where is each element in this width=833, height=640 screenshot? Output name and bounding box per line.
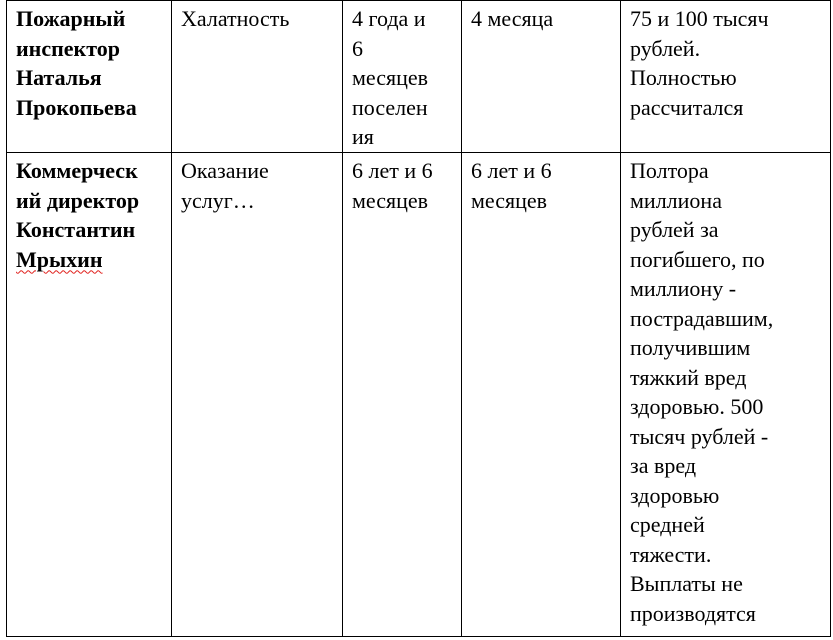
compensation-line: миллиону - <box>630 276 737 301</box>
charge-cell <box>172 1 343 153</box>
compensation-line: рублей за <box>630 217 719 242</box>
compensation-line: миллиона <box>630 187 722 213</box>
sentence-line: месяцев <box>352 65 429 90</box>
compensation-line: производятся <box>630 600 756 626</box>
compensation-line: Полностью <box>630 65 737 90</box>
compensation-line: рассчитался <box>630 94 744 120</box>
person-line: Константин <box>16 217 136 242</box>
actual-term-line: 4 месяца <box>471 6 554 31</box>
compensation-line: тысяч рублей - <box>630 423 769 449</box>
compensation-line: Полтора <box>630 158 709 183</box>
actual-term-line: месяцев <box>471 187 548 213</box>
compensation-line: здоровью. 500 <box>630 394 764 419</box>
compensation-line: погибшего, по <box>630 246 765 272</box>
sentencing-table <box>6 0 831 637</box>
sentence-line: 6 лет и 6 <box>352 158 433 183</box>
sentence-cell <box>343 1 462 153</box>
compensation-line: средней <box>630 512 705 537</box>
compensation-line: Выплаты не <box>630 571 743 596</box>
compensation-line: рублей. <box>630 35 701 61</box>
compensation-line: тяжести. <box>630 541 712 567</box>
actual-term-line: 6 лет и 6 <box>471 158 552 183</box>
sentence-cell <box>343 153 462 637</box>
person-line: Пожарный <box>16 6 126 31</box>
person-line <box>16 245 165 275</box>
person-cell <box>7 1 172 153</box>
compensation-cell <box>621 1 831 153</box>
person-line: Прокопьева <box>16 94 137 120</box>
compensation-line: за вред <box>630 453 697 478</box>
compensation-line: 75 и 100 тысяч <box>630 6 769 31</box>
compensation-line: тяжкий вред <box>630 364 747 390</box>
compensation-line: получившим <box>630 335 751 360</box>
table-row <box>7 153 831 637</box>
charge-line: Халатность <box>181 6 290 31</box>
person-line: Коммерческ <box>16 158 138 183</box>
table-row <box>7 1 831 153</box>
compensation-cell <box>621 153 831 637</box>
person-line: ий директор <box>16 187 140 213</box>
sentence-line: 4 года и <box>352 6 426 31</box>
actual-term-cell <box>462 153 621 637</box>
charge-line: Оказание <box>181 158 269 183</box>
charge-cell <box>172 153 343 637</box>
person-line: инспектор <box>16 35 120 61</box>
sentence-line: ия <box>352 124 374 149</box>
sentence-line: месяцев <box>352 187 429 213</box>
person-line: Наталья <box>16 65 102 90</box>
sentence-line: поселен <box>352 94 428 120</box>
compensation-line: здоровью <box>630 482 720 508</box>
sentence-line: 6 <box>352 35 363 61</box>
actual-term-cell <box>462 1 621 153</box>
spellcheck-underlined-word: Мрыхин <box>16 246 103 272</box>
person-cell <box>7 153 172 637</box>
compensation-line: пострадавшим, <box>630 305 774 331</box>
charge-line: услуг… <box>181 187 255 213</box>
